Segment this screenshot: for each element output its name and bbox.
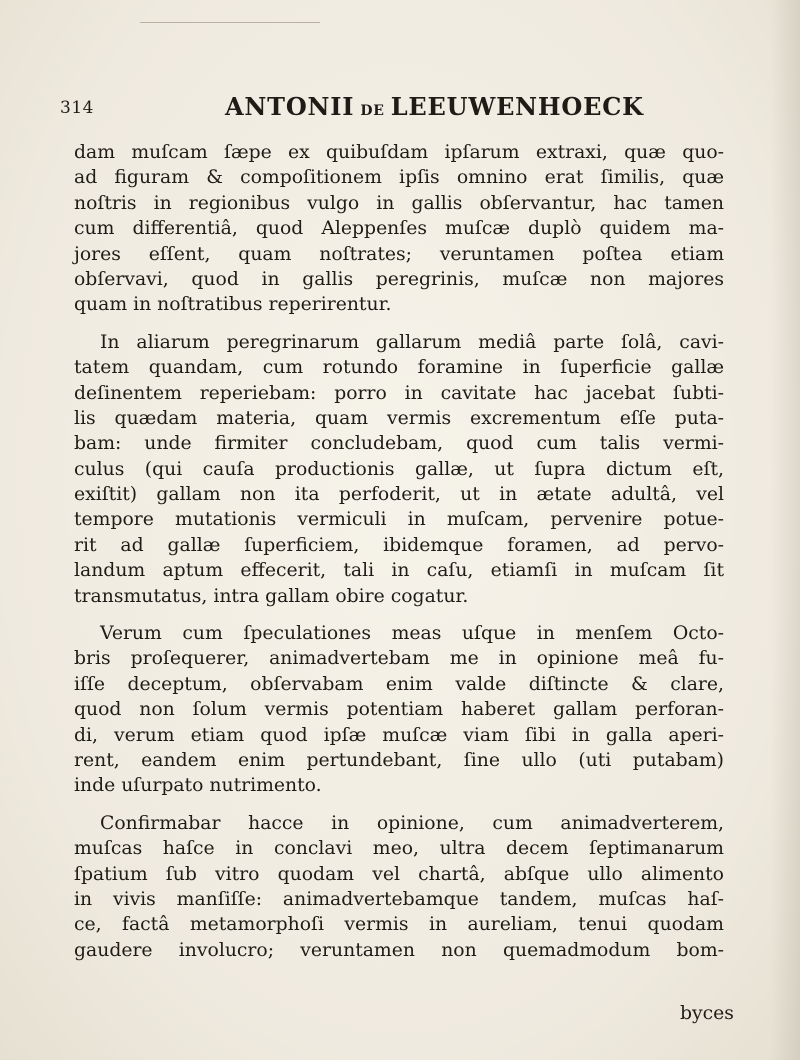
paragraph-3 xyxy=(74,621,724,799)
page-edge-shadow xyxy=(770,0,800,1060)
paragraph-2 xyxy=(74,330,724,609)
paragraph-1 xyxy=(74,140,724,318)
text-line: deſinentem reperiebam: porro in cavitate hac jacebat ſubti- xyxy=(74,382,724,404)
text-line: ad figuram & compoſitionem ipſis omnino erat ſimilis, quæ xyxy=(74,167,724,189)
text-line: quod non ſolum vermis potentiam haberet gallam perforan- xyxy=(74,699,724,721)
text-line: culus (qui cauſa productionis gallæ, ut ſupra dictum eſt, xyxy=(74,458,724,480)
text-line: exiſtit) gallam non ita perfoderit, ut in ætate adultâ, vel xyxy=(74,484,724,506)
page-header xyxy=(60,92,740,126)
text-line: bris proſequerer, animadvertebam me in opinione meâ fu- xyxy=(74,648,724,670)
text-line: ce, factâ metamorphoſi vermis in aureliam, tenui quodam xyxy=(74,914,724,936)
text-line: noſtris in regionibus vulgo in gallis obſervantur, hac tamen xyxy=(74,192,724,214)
text-line: tatem quandam, cum rotundo foramine in ſuperficie gallæ xyxy=(74,357,724,379)
text-line: jores eſſent, quam noſtrates; veruntamen poſtea etiam xyxy=(74,243,724,265)
text-line: Verum cum ſpeculationes meas uſque in menſem Octo- xyxy=(100,623,724,645)
text-line: dam muſcam ſæpe ex quibuſdam ipſarum extraxi, quæ quo- xyxy=(74,142,724,163)
text-line: rit ad gallæ ſuperficiem, ibidemque foramen, ad pervo- xyxy=(74,534,724,556)
body-text xyxy=(74,140,724,963)
text-line: Confirmabar hacce in opinione, cum animadverterem, xyxy=(100,812,724,834)
text-line: di, verum etiam quod ipſæ muſcæ viam ſibi in galla aperi- xyxy=(74,724,724,746)
text-line: obſervavi, quod in gallis peregrinis, muſcæ non majores xyxy=(74,268,724,290)
text-line: lis quædam materia, quam vermis excrementum eſſe puta- xyxy=(74,407,724,429)
text-line: inde uſurpato nutrimento. xyxy=(74,775,322,797)
running-title xyxy=(225,92,644,121)
running-title-de: DE xyxy=(360,103,385,119)
text-line: in vivis manſiſſe: animadvertebamque tandem, muſcas haſ- xyxy=(74,888,724,910)
text-line: transmutatus, intra gallam obire cogatur. xyxy=(74,585,469,607)
text-line: rent, eandem enim pertundebant, ſine ullo (uti putabam) xyxy=(74,749,724,771)
text-line: cum differentiâ, quod Aleppenſes muſcæ duplò quidem ma- xyxy=(74,218,724,240)
text-line: muſcas haſce in conclavi meo, ultra decem ſeptimanarum xyxy=(74,838,724,860)
text-line: gaudere involucro; veruntamen non quemadmodum bom- xyxy=(74,939,724,961)
text-line: iſſe deceptum, obſervabam enim valde diſtincte & clare, xyxy=(74,673,724,695)
paragraph-4 xyxy=(74,811,724,963)
catchword: byces xyxy=(680,1003,734,1024)
text-line: quam in noſtratibus reperirentur. xyxy=(74,294,392,316)
running-title-surname: LEEUWENHOECK xyxy=(390,92,644,121)
text-line: tempore mutationis vermiculi in muſcam, pervenire potue- xyxy=(74,509,724,531)
top-ruled-line xyxy=(140,22,320,23)
text-line: In aliarum peregrinarum gallarum mediâ parte ſolâ, cavi- xyxy=(100,331,724,353)
running-title-author: ANTONII xyxy=(225,92,355,121)
page-number: 314 xyxy=(60,98,94,118)
text-line: landum aptum effecerit, tali in caſu, etiamſi in muſcam ſit xyxy=(74,560,724,582)
text-line: bam: unde firmiter concludebam, quod cum talis vermi- xyxy=(74,433,724,455)
text-line: ſpatium ſub vitro quodam vel chartâ, abſque ullo alimento xyxy=(74,863,724,885)
